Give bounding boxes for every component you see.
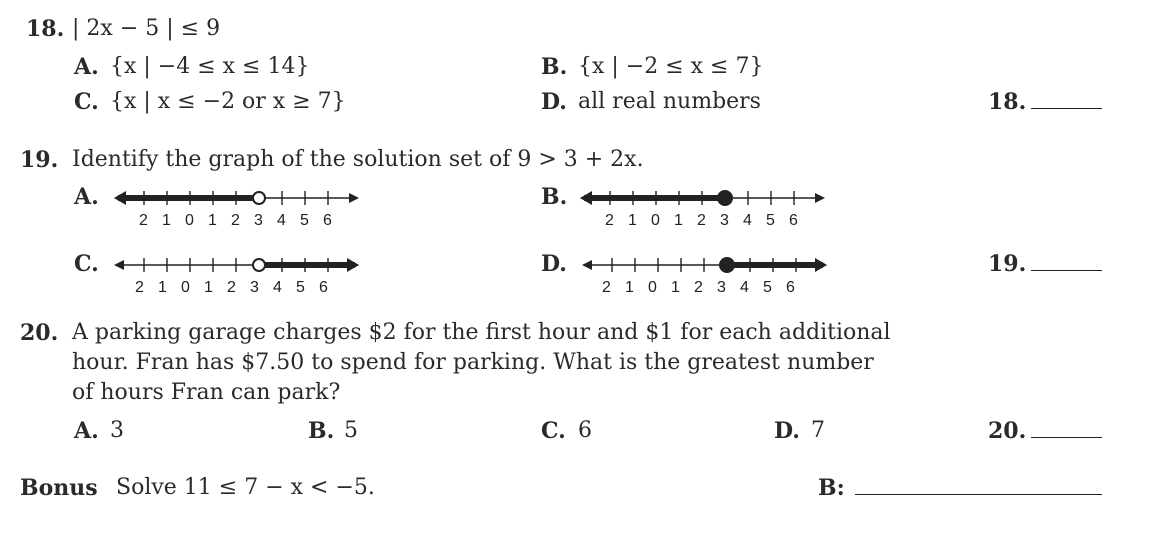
q19-choice-c-label[interactable]: C. [74,251,99,277]
q19-answer-label: 19. [988,251,1027,277]
ray-arrow-icon [347,258,359,272]
q20-line-1: A parking garage charges $2 for the first hour and $1 for each additional [72,320,891,345]
q18-answer-blank[interactable] [1031,108,1102,109]
q20-answer-blank[interactable] [1031,437,1102,438]
tick-label: 5 [763,279,772,296]
tick-label: 3 [254,212,263,229]
q20-choice-d-text: 7 [811,418,825,443]
q20-line-2: hour. Fran has $7.50 to spend for parking. What is the greatest number [72,350,874,375]
open-endpoint [253,259,265,271]
q19-answer-blank[interactable] [1031,270,1102,271]
q18-expr: 2x − 5 [86,16,160,41]
right-arrow-icon [349,193,359,203]
q19-choice-a-number-line [114,186,359,210]
left-arrow-icon [582,260,592,270]
tick-label: 1 [628,212,637,229]
q18-choice-b-text: {x | −2 ≤ x ≤ 7} [578,54,764,79]
ray-arrow-icon [815,258,827,272]
q20-choice-a-label[interactable]: A. [74,418,99,444]
q19-choice-b-tick-labels [580,212,825,232]
tick-label: 2 [227,279,236,296]
q20-choice-b-text: 5 [344,418,358,443]
tick-label: 1 [204,279,213,296]
q18-number: 18. [26,16,65,42]
tick-label: 1 [208,212,217,229]
q18-choice-a-label[interactable]: A. [74,54,99,80]
tick-label: 0 [651,212,660,229]
tick-label: 1 [158,279,167,296]
bonus-label: Bonus [20,475,98,501]
tick-label: 5 [766,212,775,229]
q18-choice-c-label[interactable]: C. [74,89,99,115]
tick-label: 5 [296,279,305,296]
q18-choice-d-label[interactable]: D. [541,89,567,115]
tick-label: 2 [605,212,614,229]
q18-choice-b-label[interactable]: B. [541,54,568,80]
q19-choice-c-tick-labels [110,279,355,299]
tick-label: 2 [135,279,144,296]
tick-label: 0 [648,279,657,296]
tick-label: 1 [671,279,680,296]
q18-answer-label: 18. [988,89,1027,115]
tick-label: 4 [273,279,282,296]
q18-choice-a-text: {x | −4 ≤ x ≤ 14} [110,54,310,79]
open-endpoint [253,192,265,204]
q20-choice-d-label[interactable]: D. [774,418,800,444]
tick-label: 0 [181,279,190,296]
tick-label: 4 [743,212,752,229]
closed-endpoint [718,191,732,205]
tick-label: 2 [139,212,148,229]
q19-choice-a-tick-labels [114,212,359,232]
tick-label: 2 [697,212,706,229]
tick-label: 1 [625,279,634,296]
tick-label: 6 [786,279,795,296]
q18-abs-right: | ≤ 9 [166,16,221,41]
right-arrow-icon [815,193,825,203]
tick-label: 6 [789,212,798,229]
tick-label: 6 [323,212,332,229]
q20-answer-label: 20. [988,418,1027,444]
q18-choice-c-text: {x | x ≤ −2 or x ≥ 7} [110,89,346,114]
q19-choice-d-number-line [582,253,827,277]
q20-line-3: of hours Fran can park? [72,380,341,405]
tick-label: 2 [694,279,703,296]
closed-endpoint [720,258,734,272]
q18-abs-left: | [72,16,80,41]
q20-choice-b-label[interactable]: B. [308,418,335,444]
q19-choice-a-label[interactable]: A. [74,184,99,210]
q19-number: 19. [20,147,59,173]
tick-label: 1 [162,212,171,229]
q20-choice-a-text: 3 [110,418,124,443]
left-arrow-icon [114,260,124,270]
q19-choice-d-label[interactable]: D. [541,251,567,277]
tick-label: 1 [674,212,683,229]
q20-number: 20. [20,320,59,346]
q18-prompt [72,16,220,41]
q20-choice-c-text: 6 [578,418,592,443]
q19-choice-d-tick-labels [577,279,822,299]
tick-label: 2 [231,212,240,229]
ray-arrow-icon [114,191,126,205]
q18-choice-d-text: all real numbers [578,89,761,114]
tick-label: 4 [277,212,286,229]
tick-label: 3 [250,279,259,296]
tick-label: 2 [602,279,611,296]
tick-label: 4 [740,279,749,296]
tick-label: 3 [720,212,729,229]
q19-choice-c-number-line [114,253,359,277]
bonus-text: Solve 11 ≤ 7 − x < −5. [116,475,375,500]
tick-label: 6 [319,279,328,296]
tick-label: 0 [185,212,194,229]
q19-choice-b-number-line [580,186,825,210]
bonus-answer-blank[interactable] [855,494,1102,495]
q19-prompt: Identify the graph of the solution set of 9 > 3 + 2x. [72,147,644,172]
ray-arrow-icon [580,191,592,205]
tick-label: 5 [300,212,309,229]
q20-choice-c-label[interactable]: C. [541,418,566,444]
q19-choice-b-label[interactable]: B. [541,184,568,210]
bonus-answer-label: B: [818,475,845,501]
tick-label: 3 [717,279,726,296]
